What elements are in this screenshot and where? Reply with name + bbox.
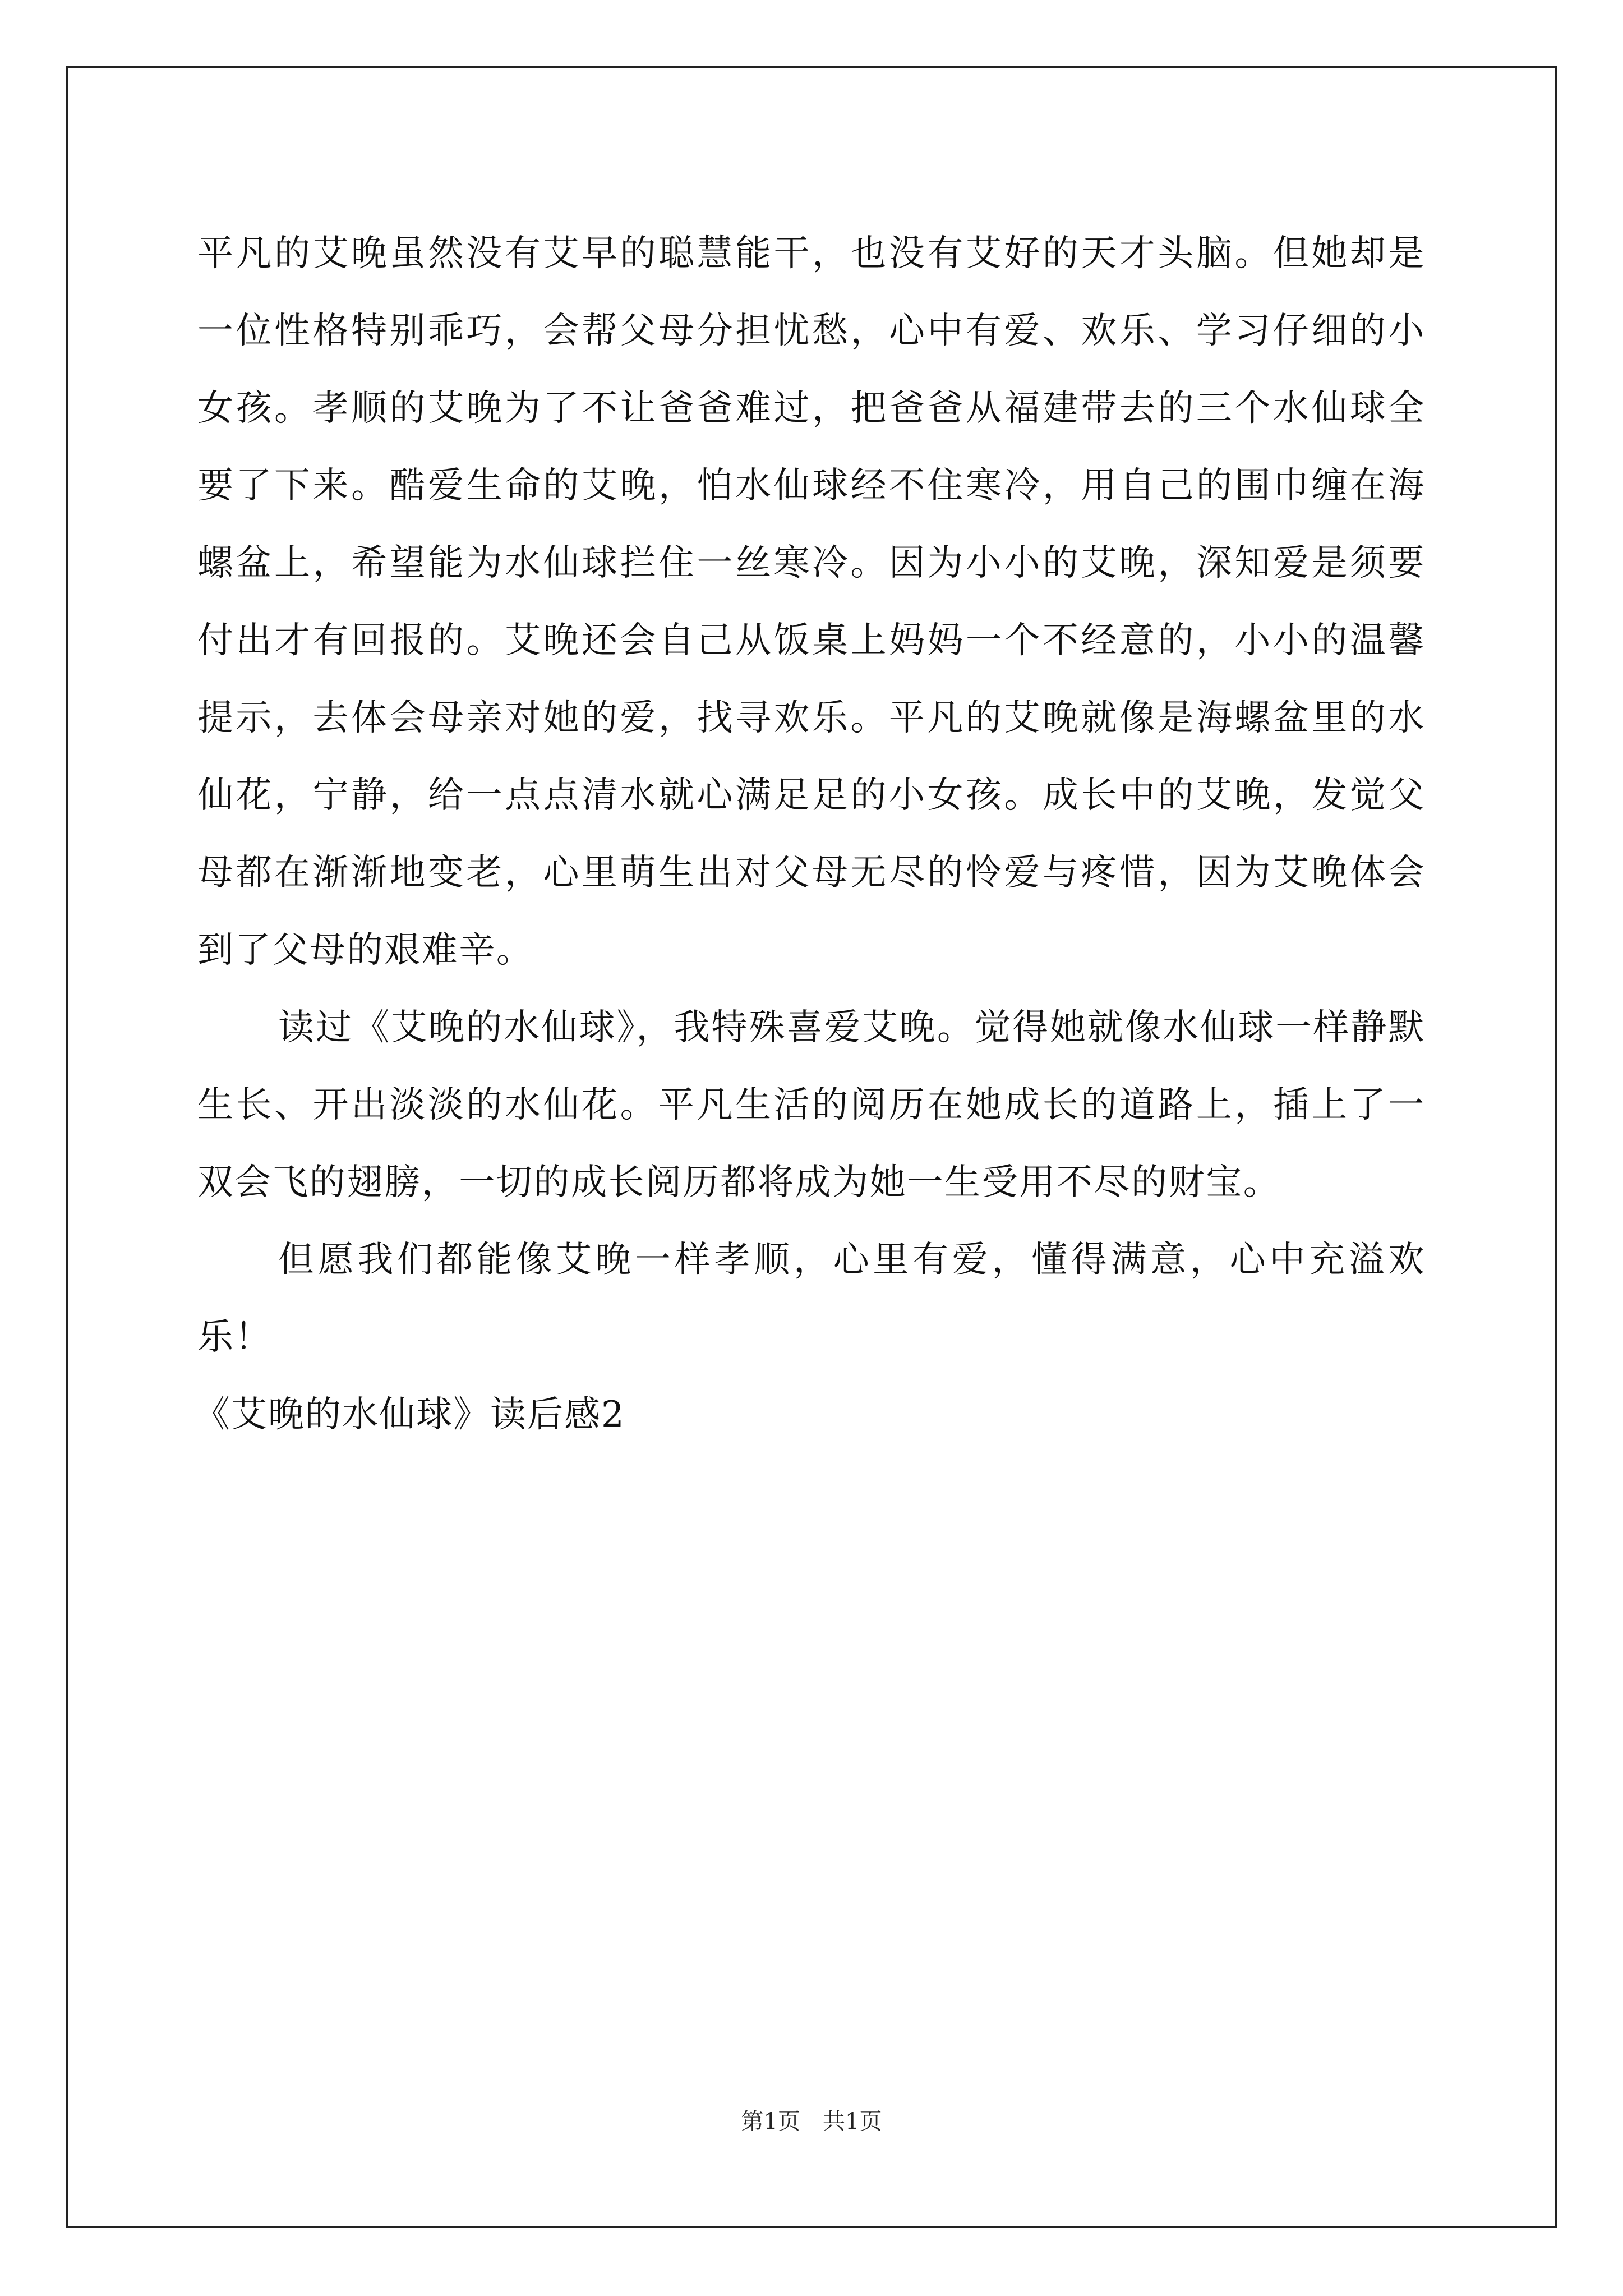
- paragraph-2: 读过《艾晚的水仙球》，我特殊喜爱艾晚。觉得她就像水仙球一样静默生长、开出淡淡的水仙花。平凡生活的阅历在她成长的道路上，插上了一双会飞的翅膀，一切的成长阅历都将成为她一生受用不尽的财宝。: [197, 1007, 1426, 1203]
- next-essay-heading: 《艾晚的水仙球》读后感2: [194, 1394, 625, 1435]
- paragraph-1: 平凡的艾晚虽然没有艾早的聪慧能干，也没有艾好的天才头脑。但她却是一位性格特别乖巧，会帮父母分担忧愁，心中有爱、欢乐、学习仔细的小女孩。孝顺的艾晚为了不让爸爸难过，把爸爸从福建带去的三个水仙球全要了下来。酷爱生命的艾晚，怕水仙球经不住寒冷，用自己的围巾缠在海螺盆上，希望能为水仙球拦住一丝寒冷。因为小小的艾晚，深知爱是须要付出才有回报的。艾晚还会自己从饭桌上妈妈一个不经意的，小小的温馨提示，去体会母亲对她的爱，找寻欢乐。平凡的艾晚就像是海螺盆里的水仙花，宁静，给一点点清水就心满足足的小女孩。成长中的艾晚，发觉父母都在渐渐地变老，心里萌生出对父母无尽的怜爱与疼惜，因为艾晚体会到了父母的艰难辛。: [197, 233, 1426, 971]
- page-footer: 第1页 共1页: [741, 2109, 882, 2134]
- document-body: [194, 215, 1426, 1453]
- paragraph-3: 但愿我们都能像艾晚一样孝顺，心里有爱，懂得满意，心中充溢欢乐！: [197, 1239, 1426, 1358]
